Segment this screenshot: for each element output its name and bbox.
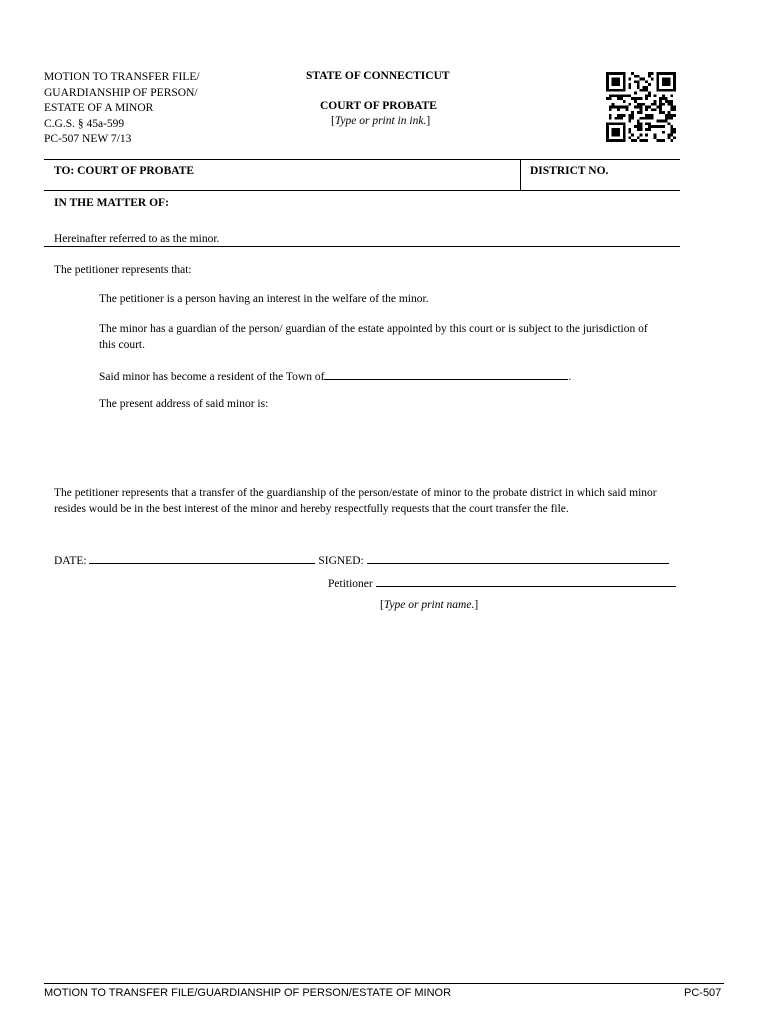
date-label: DATE: (54, 555, 87, 567)
statement-guardian: The minor has a guardian of the person/ guardian of the estate appointed by this court or is subject to the jurisdiction of this court. (99, 323, 648, 351)
address-field[interactable] (99, 415, 679, 475)
to-court-label: TO: COURT OF PROBATE (54, 165, 195, 177)
qr-code-icon (606, 72, 676, 142)
form-number: PC-507 NEW 7/13 (44, 133, 132, 145)
represents-label: The petitioner represents that: (54, 264, 192, 276)
town-field[interactable] (324, 368, 568, 380)
divider (44, 246, 680, 247)
hereinafter-label: Hereinafter referred to as the minor. (54, 233, 220, 245)
print-name-instruction: [Type or print name.] (380, 599, 479, 611)
petitioner-label: Petitioner (328, 578, 373, 590)
divider (44, 190, 680, 191)
footer-form-number: PC-507 (684, 987, 722, 999)
signature-field[interactable] (367, 552, 669, 564)
statement-interest: The petitioner is a person having an interest in the welfare of the minor. (99, 293, 429, 305)
form-title-line: MOTION TO TRANSFER FILE/ (44, 71, 200, 83)
court-field[interactable] (44, 162, 518, 189)
form-title-line: ESTATE OF A MINOR (44, 102, 154, 114)
signed-label: SIGNED: (318, 555, 364, 567)
statute-reference: C.G.S. § 45a-599 (44, 117, 125, 130)
period: . (568, 371, 572, 383)
divider (520, 159, 521, 190)
petitioner-name-field[interactable] (376, 575, 676, 587)
address-label: The present address of said minor is: (99, 398, 269, 410)
district-no-field[interactable] (522, 180, 678, 190)
date-signed-row (54, 552, 669, 567)
form-title-line: GUARDIANSHIP OF PERSON/ (44, 86, 198, 99)
form-title-block (44, 70, 200, 148)
transfer-request: The petitioner represents that a transfer of the guardianship of the person/estate of minor to the probate district in which said minor resides would be in the best interest of the minor and hereby respectfully requests that the court transfer the file. (54, 487, 657, 515)
statement-resident (99, 368, 571, 383)
in-the-matter-of-label: IN THE MATTER OF: (54, 197, 169, 209)
district-no-label: DISTRICT NO. (530, 165, 609, 177)
divider (44, 159, 680, 160)
ink-instruction: [Type or print in ink.] (331, 115, 431, 127)
court-heading: COURT OF PROBATE (320, 100, 437, 112)
date-field[interactable] (89, 552, 315, 564)
resident-label: Said minor has become a resident of the Town of (99, 371, 325, 383)
footer-title: MOTION TO TRANSFER FILE/GUARDIANSHIP OF PERSON/ESTATE OF MINOR (44, 987, 452, 999)
state-heading: STATE OF CONNECTICUT (306, 70, 450, 82)
minor-name-field[interactable] (54, 212, 674, 232)
footer-rule (44, 983, 724, 984)
petitioner-row (328, 575, 676, 590)
